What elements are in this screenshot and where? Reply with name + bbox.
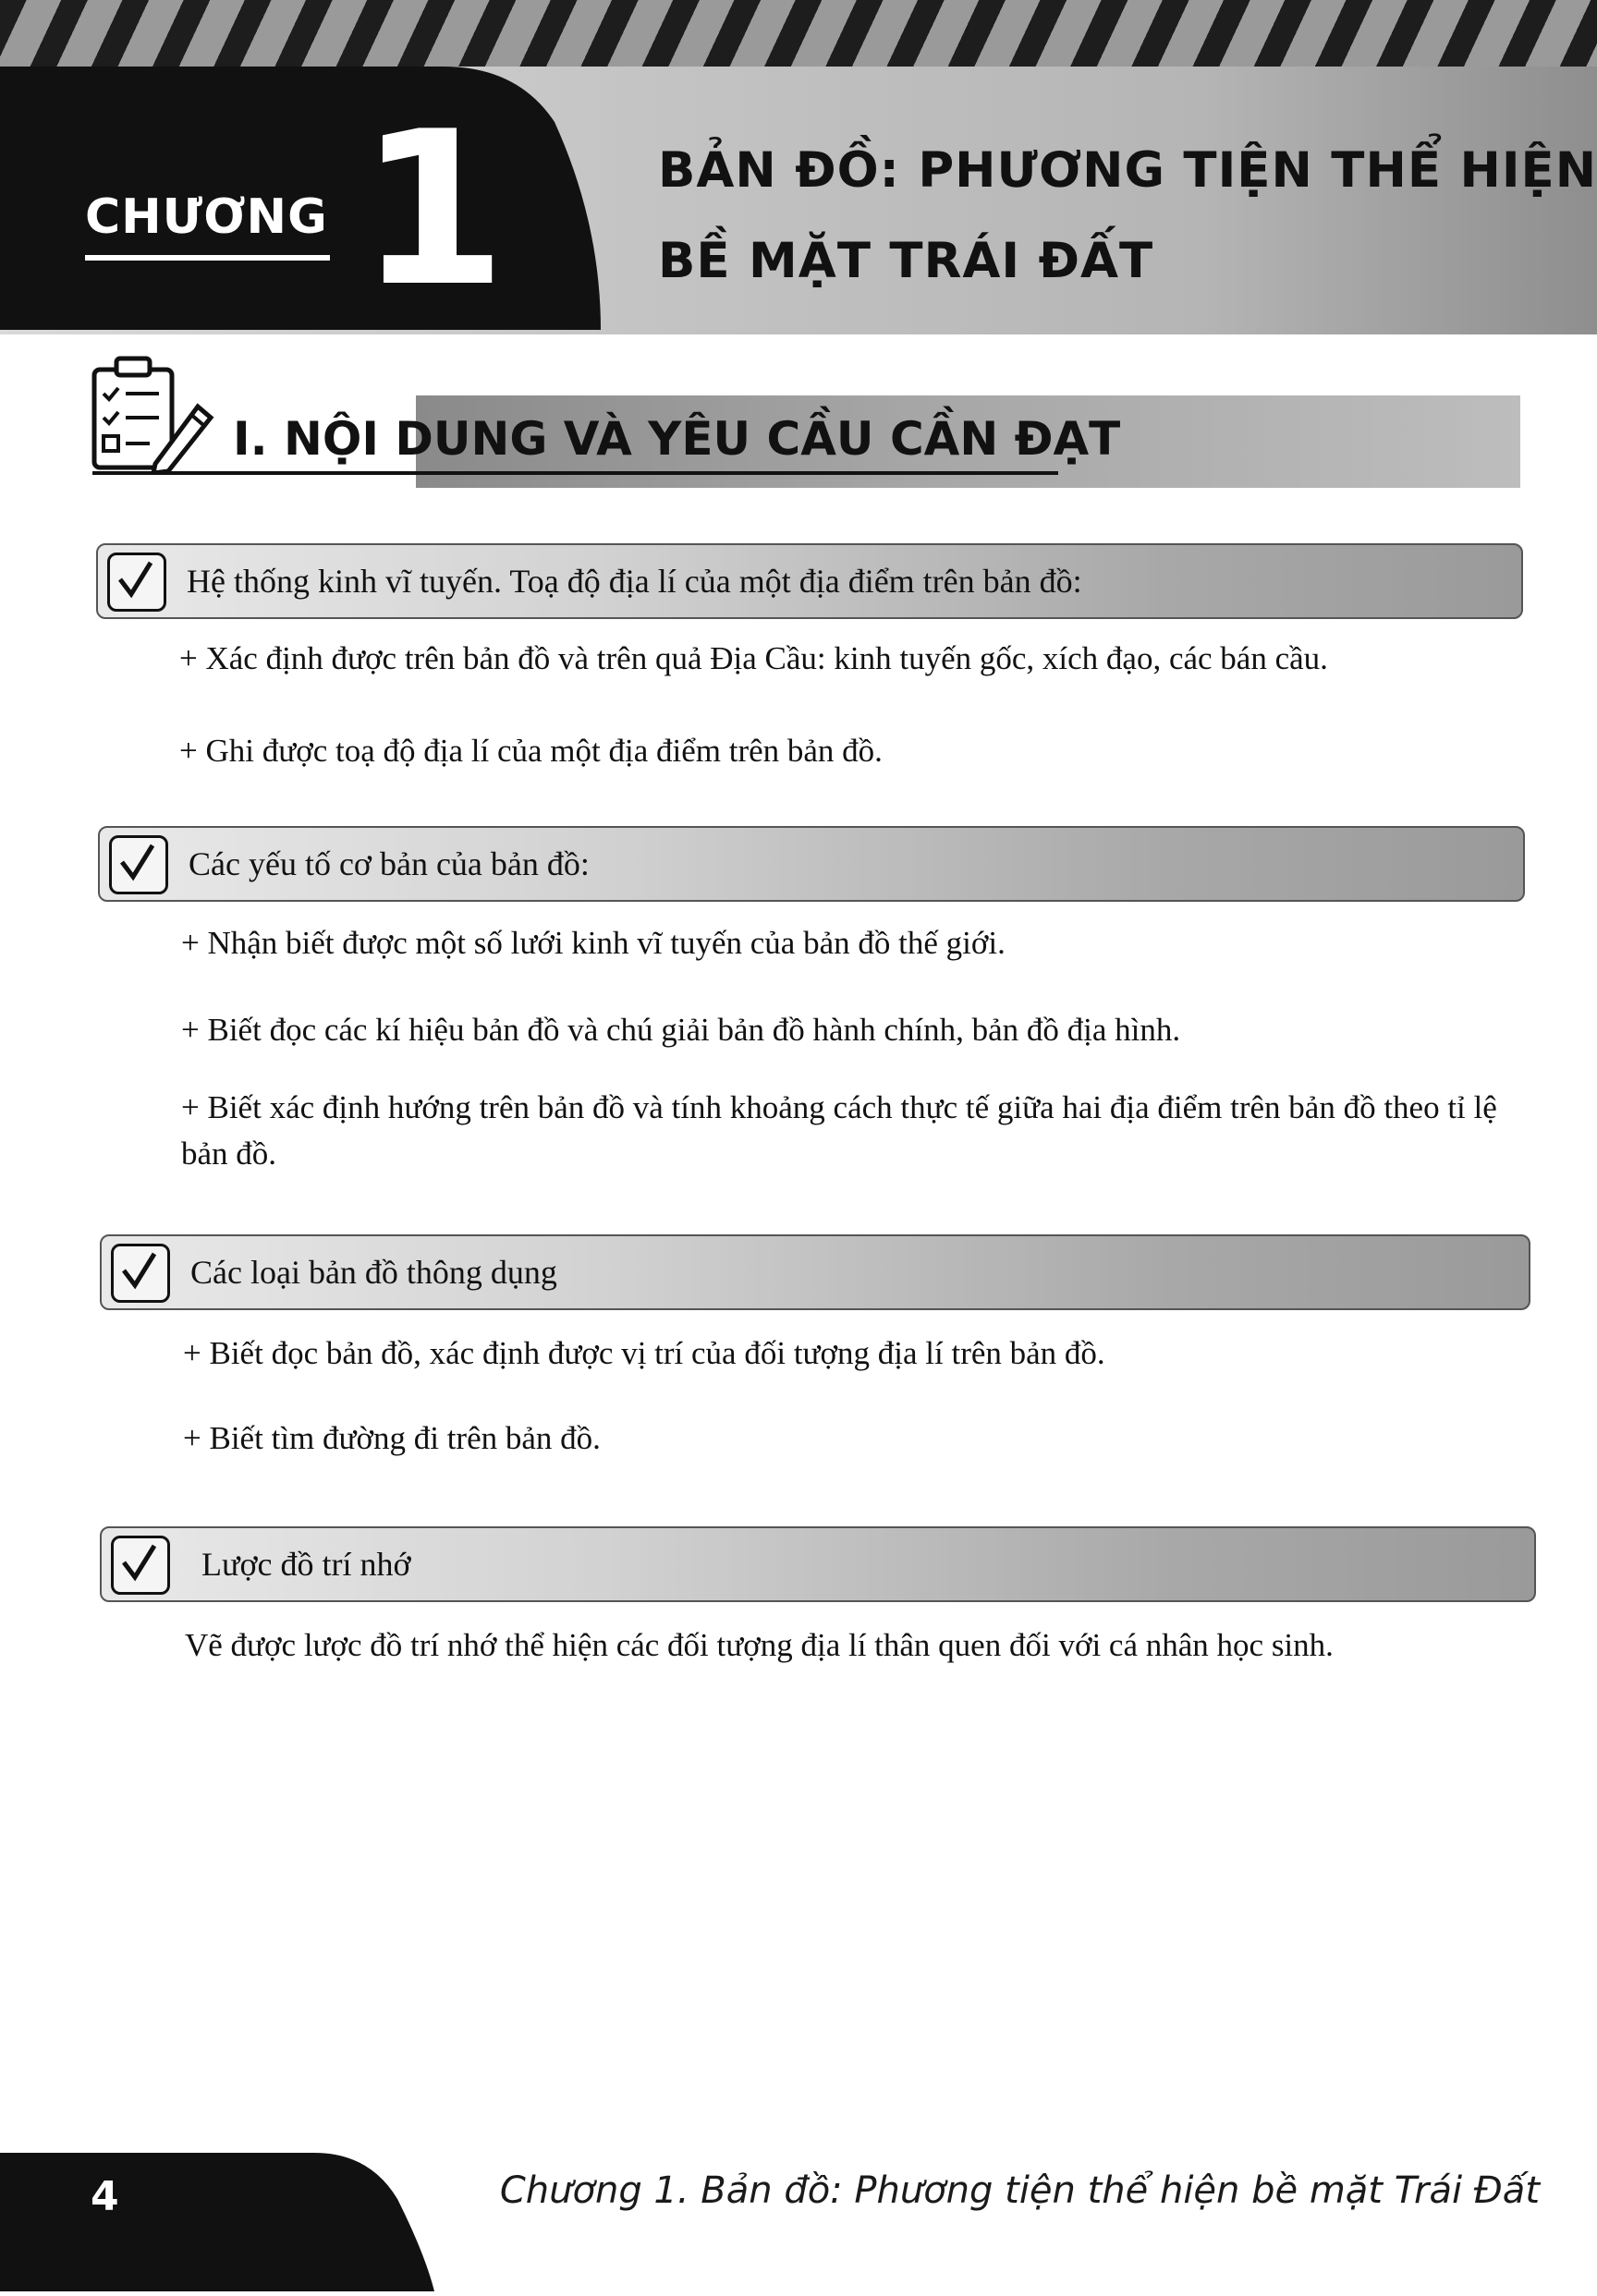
topic-bar-mental-map xyxy=(100,1526,1536,1602)
topic-bar-coordinates xyxy=(96,543,1523,619)
chapter-word: CHƯƠNG xyxy=(85,189,328,245)
topic-label: Lược đồ trí nhớ xyxy=(201,1546,411,1583)
list-item: + Biết tìm đường đi trên bản đồ. xyxy=(183,1420,601,1456)
section-title: I. NỘI DUNG VÀ YÊU CẦU CẦN ĐẠT xyxy=(233,412,1121,466)
topic-label: Hệ thống kinh vĩ tuyến. Toạ độ địa lí của một địa điểm trên bản đồ: xyxy=(187,563,1082,600)
top-stripe-decoration xyxy=(0,0,1597,67)
running-title: Chương 1. Bản đồ: Phương tiện thể hiện bề mặt Trái Đất xyxy=(499,2169,1540,2212)
topic-label: Các yếu tố cơ bản của bản đồ: xyxy=(189,845,590,882)
chapter-title xyxy=(658,126,1597,307)
checkbox-checked-icon xyxy=(109,835,168,894)
section-underline xyxy=(92,471,1058,475)
checkbox-checked-icon xyxy=(107,553,166,612)
list-item: + Biết đọc các kí hiệu bản đồ và chú giải bản đồ hành chính, bản đồ địa hình. xyxy=(181,1012,1181,1048)
list-item: + Ghi được toạ độ địa lí của một địa điểm trên bản đồ. xyxy=(179,733,883,769)
footer-black-tab xyxy=(0,2153,481,2296)
list-item: Vẽ được lược đồ trí nhớ thể hiện các đối tượng địa lí thân quen đối với cá nhân học sinh. xyxy=(185,1627,1334,1663)
chapter-title-line1: BẢN ĐỒ: PHƯƠNG TIỆN THỂ HIỆN xyxy=(658,142,1597,199)
checkbox-checked-icon xyxy=(111,1244,170,1303)
chapter-underline xyxy=(85,255,330,261)
list-item: + Biết đọc bản đồ, xác định được vị trí của đối tượng địa lí trên bản đồ. xyxy=(183,1335,1105,1371)
checklist-pencil-icon xyxy=(89,353,218,478)
checkbox-checked-icon xyxy=(111,1536,170,1595)
topic-label: Các loại bản đồ thông dụng xyxy=(190,1254,557,1291)
chapter-title-line2: BỀ MẶT TRÁI ĐẤT xyxy=(658,233,1154,289)
list-item: + Nhận biết được một số lưới kinh vĩ tuyến của bản đồ thế giới. xyxy=(181,925,1006,961)
list-item: + Biết xác định hướng trên bản đồ và tính khoảng cách thực tế giữa hai địa điểm trên bản đồ theo tỉ lệ bản đồ. xyxy=(181,1089,1497,1172)
list-item: + Xác định được trên bản đồ và trên quả Địa Cầu: kinh tuyến gốc, xích đạo, các bán cầu. xyxy=(179,640,1328,676)
page-number: 4 xyxy=(91,2173,119,2220)
chapter-number: 1 xyxy=(359,87,507,334)
topic-bar-common-maps xyxy=(100,1234,1530,1310)
topic-bar-map-elements xyxy=(98,826,1525,902)
